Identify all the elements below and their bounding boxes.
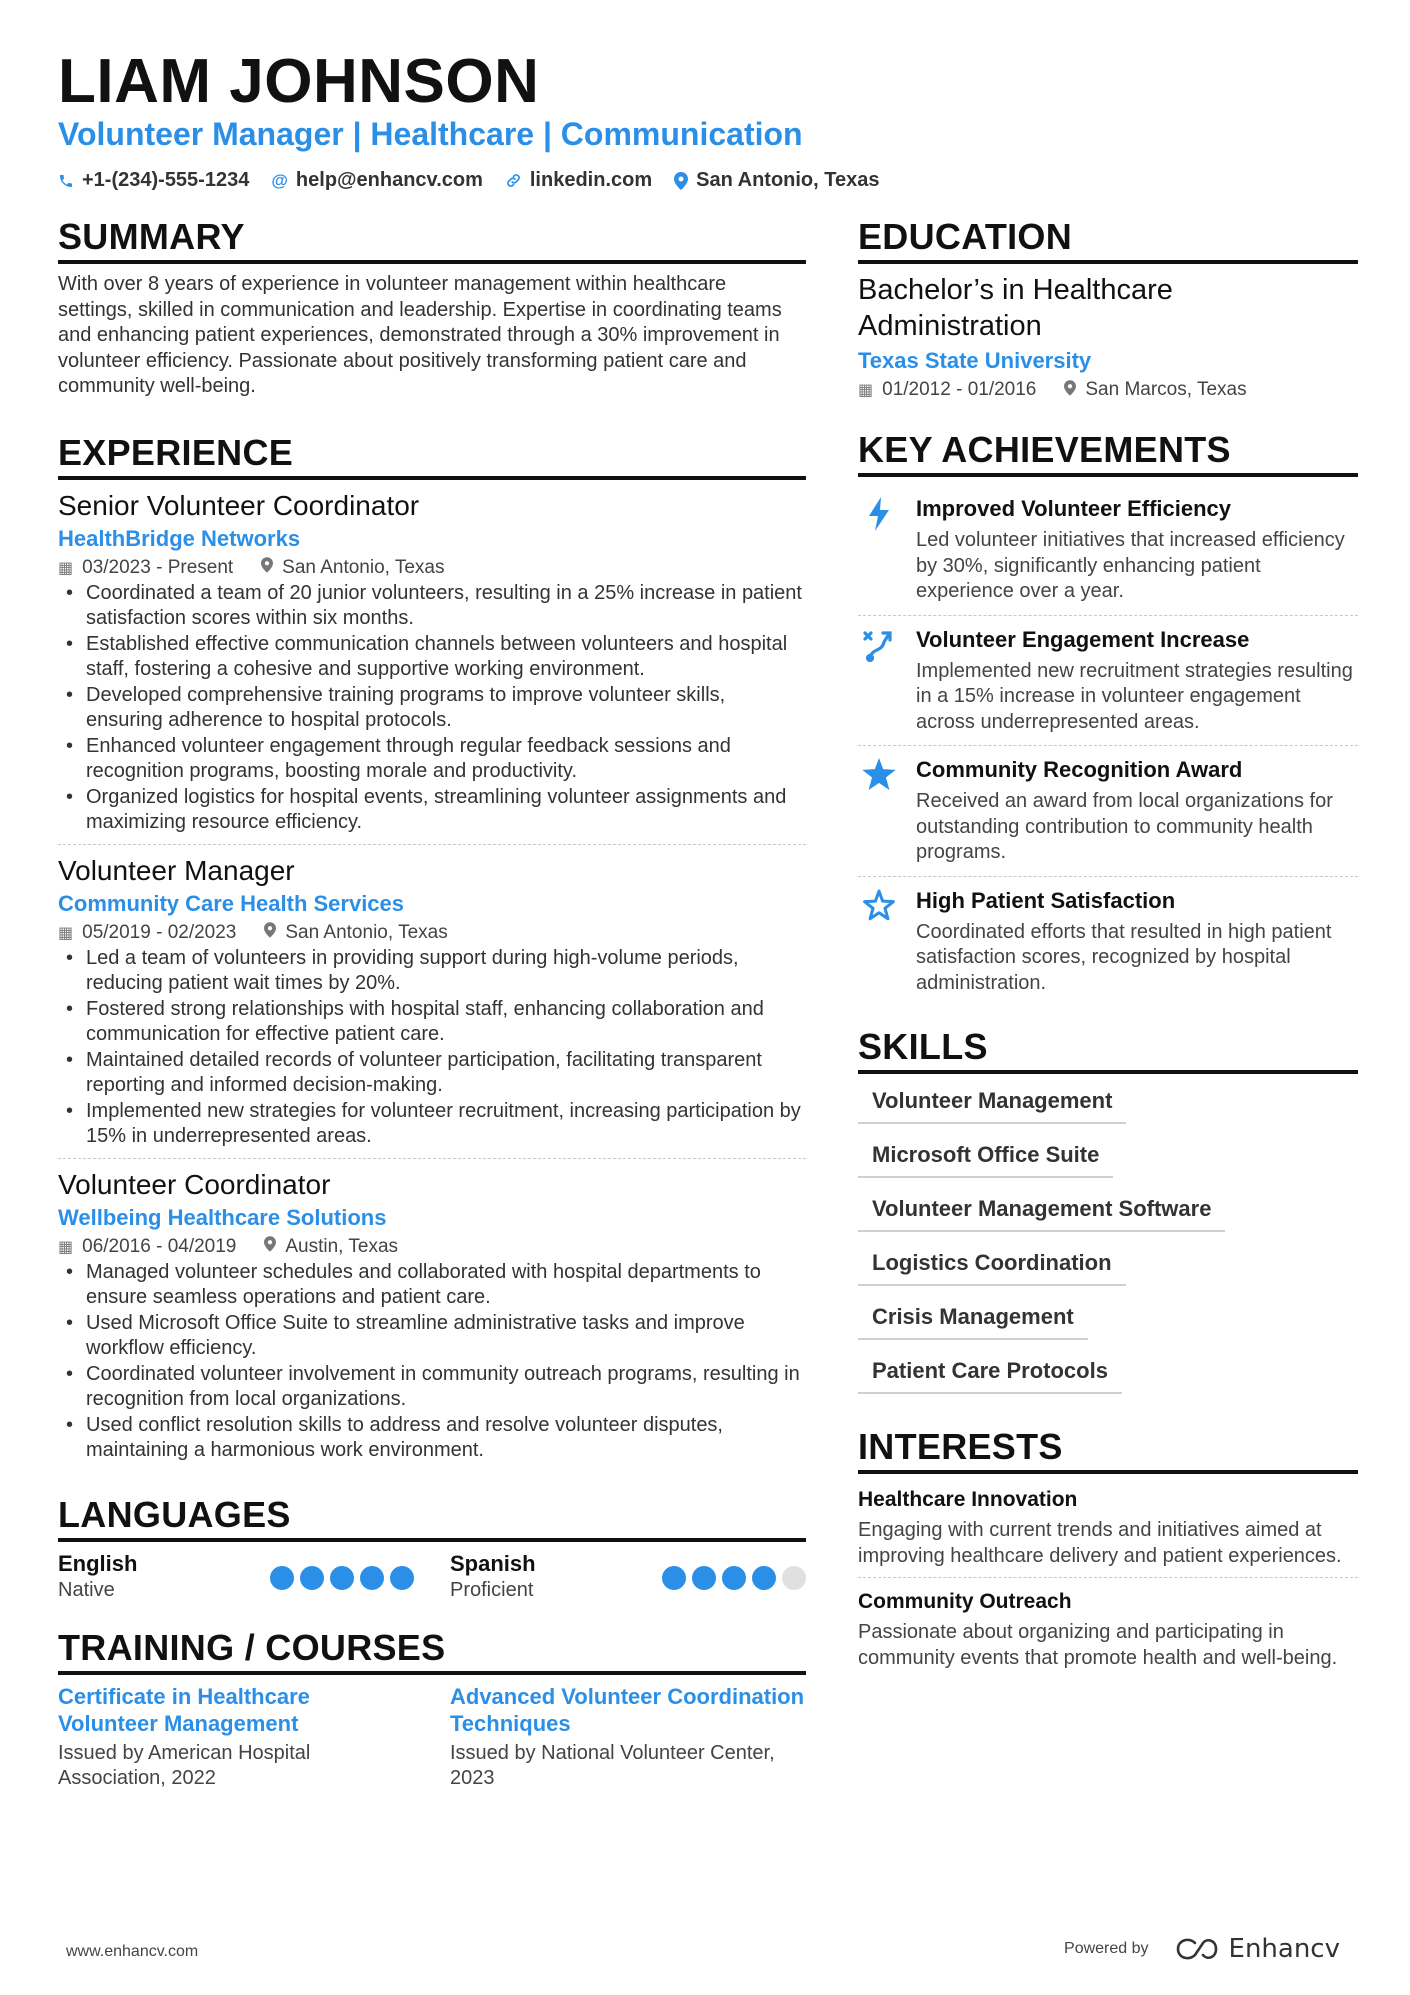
contact-phone[interactable]: [58, 169, 249, 192]
education-section: [858, 216, 1358, 401]
lightning-bolt-icon: [858, 495, 900, 605]
bullet-item: • Developed comprehensive training programs to improve volunteer skills, ensuring adherence to hospital protocols.: [58, 683, 806, 734]
rating-dot-filled: [752, 1566, 776, 1590]
interest-item: [858, 1577, 1358, 1679]
map-pin-icon: [1064, 380, 1076, 401]
bullet-item: • Established effective communication channels between volunteers and hospital staff, fostering a cohesive and supportive working environment.: [58, 632, 806, 683]
training-heading: TRAINING / COURSES: [58, 1627, 806, 1675]
map-pin-icon: [674, 172, 688, 190]
job-location: San Antonio, Texas: [285, 921, 448, 943]
job-bullets: [58, 946, 806, 1150]
phone-text: +1-(234)-555-1234: [82, 169, 250, 191]
enhancv-logo[interactable]: [1175, 1934, 1340, 1964]
rating-dot-filled: [692, 1566, 716, 1590]
achievement-title: High Patient Satisfaction: [916, 887, 1176, 913]
summary-heading: SUMMARY: [58, 216, 806, 264]
course-item: [58, 1683, 414, 1792]
course-item: [450, 1683, 806, 1792]
bullet-item: • Organized logistics for hospital events, streamlining volunteer assignments and maximizing resource efficiency.: [58, 785, 806, 836]
bullet-item: • Used conflict resolution skills to address and resolve volunteer disputes, maintaining a harmonious work environment.: [58, 1413, 806, 1464]
calendar-icon: ▦: [58, 559, 74, 577]
interest-item: [858, 1482, 1358, 1577]
map-pin-icon: [264, 922, 276, 943]
company-name: Wellbeing Healthcare Solutions: [58, 1204, 387, 1230]
job-title: Senior Volunteer Coordinator: [58, 489, 420, 521]
achievement-title: Improved Volunteer Efficiency: [916, 496, 1232, 521]
headline: Volunteer Manager | Healthcare | Communication: [58, 116, 803, 152]
rating-dot-filled: [270, 1566, 294, 1590]
footer-branding: [1064, 1934, 1340, 1964]
bullet-item: • Enhanced volunteer engagement through regular feedback sessions and recognition programs, boosting morale and productivity.: [58, 734, 806, 785]
language-rating: [662, 1566, 806, 1590]
language-name: English: [58, 1550, 138, 1576]
rating-dot-filled: [722, 1566, 746, 1590]
job-location: Austin, Texas: [285, 1235, 399, 1257]
training-section: [58, 1627, 806, 1792]
interests-heading: INTERESTS: [858, 1426, 1358, 1474]
skill-tag: Patient Care Protocols: [858, 1352, 1122, 1394]
summary-text: With over 8 years of experience in volunteer management within healthcare settings, skilled in communication and leadership. Expertise in coordinating teams and enhancing patient experiences, demonstrated through a 30% improvement in volunteer efficiency. Passionate about positively transforming patient care and community well-being.: [58, 273, 782, 397]
achievement-desc: Implemented new recruitment strategies resulting in a 15% increase in volunteer engagement across underrepresented areas.: [916, 659, 1353, 733]
skill-tag: Logistics Coordination: [858, 1244, 1126, 1286]
achievement-desc: Led volunteer initiatives that increased efficiency by 30%, significantly enhancing patient experience over a year.: [916, 529, 1345, 602]
language-name: Spanish: [450, 1550, 536, 1576]
email-text: help@enhancv.com: [295, 169, 483, 191]
languages-list: [58, 1550, 806, 1603]
right-column: [858, 216, 1358, 1679]
language-item: [58, 1550, 414, 1603]
language-rating: [270, 1566, 414, 1590]
calendar-icon: ▦: [858, 382, 874, 399]
degree: Bachelor’s in Healthcare Administration: [858, 274, 1173, 342]
rating-dot-filled: [662, 1566, 686, 1590]
courses-list: [58, 1683, 806, 1792]
school-name: Texas State University: [858, 348, 1092, 373]
job-entry: [58, 844, 806, 1158]
linkedin-text: linkedin.com: [529, 169, 653, 191]
achievement-item: [858, 745, 1358, 876]
job-meta: [58, 557, 806, 579]
achievement-item: [858, 615, 1358, 746]
contact-email[interactable]: [271, 169, 483, 192]
map-pin-icon: [261, 557, 273, 578]
job-meta: [58, 1236, 806, 1258]
skills-section: [858, 1026, 1358, 1394]
rating-dot-filled: [330, 1566, 354, 1590]
map-pin-icon: [264, 1236, 276, 1257]
bullet-item: • Fostered strong relationships with hospital staff, enhancing collaboration and communication for effective patient care.: [58, 997, 806, 1048]
contact-linkedin[interactable]: [505, 169, 652, 192]
rating-dot-empty: [782, 1566, 806, 1590]
education-location: San Marcos, Texas: [1085, 379, 1247, 400]
route-icon: [858, 626, 900, 736]
skill-tag: Volunteer Management: [858, 1082, 1126, 1124]
bullet-item: • Coordinated a team of 20 junior volunteers, resulting in a 25% increase in patient satisfaction scores within six months.: [58, 581, 806, 632]
languages-section: [58, 1494, 806, 1603]
job-entry: [58, 1158, 806, 1472]
brand-name: Enhancv: [1228, 1934, 1340, 1964]
phone-icon: [58, 173, 74, 189]
education-heading: EDUCATION: [858, 216, 1358, 264]
language-level: Proficient: [450, 1578, 534, 1601]
achievements-heading: KEY ACHIEVEMENTS: [858, 429, 1358, 477]
left-column: [58, 216, 806, 1792]
job-dates: 06/2016 - 04/2019: [82, 1235, 237, 1257]
achievement-item: [858, 485, 1358, 615]
company-name: HealthBridge Networks: [58, 525, 301, 551]
job-meta: [58, 922, 806, 944]
skill-tag: Volunteer Management Software: [858, 1190, 1225, 1232]
bullet-item: • Managed volunteer schedules and collaborated with hospital departments to ensure seamless operations and patient care.: [58, 1260, 806, 1311]
course-desc: Issued by National Volunteer Center, 2023: [450, 1741, 775, 1789]
skills-list: [858, 1082, 1358, 1394]
link-icon: [505, 172, 522, 189]
interests-section: [858, 1426, 1358, 1679]
education-dates: 01/2012 - 01/2016: [882, 379, 1037, 400]
enhancv-logo-icon: [1175, 1937, 1219, 1961]
skills-heading: SKILLS: [858, 1026, 1358, 1074]
contact-location: [674, 169, 879, 192]
language-level: Native: [58, 1578, 115, 1601]
interest-title: Healthcare Innovation: [858, 1488, 1078, 1511]
job-location: San Antonio, Texas: [282, 556, 445, 578]
experience-heading: EXPERIENCE: [58, 432, 806, 480]
achievement-title: Volunteer Engagement Increase: [916, 626, 1250, 652]
at-sign-icon: @: [271, 170, 288, 190]
star-filled-icon: [858, 756, 900, 866]
interest-title: Community Outreach: [858, 1590, 1072, 1613]
course-title: Certificate in Healthcare Volunteer Management: [58, 1683, 310, 1736]
star-outline-icon: [858, 887, 900, 997]
rating-dot-filled: [300, 1566, 324, 1590]
skill-tag: Crisis Management: [858, 1298, 1088, 1340]
skill-tag: Microsoft Office Suite: [858, 1136, 1113, 1178]
bullet-item: • Maintained detailed records of volunteer participation, facilitating transparent reporting and informed decision-making.: [58, 1048, 806, 1099]
job-dates: 03/2023 - Present: [82, 556, 234, 578]
job-dates: 05/2019 - 02/2023: [82, 921, 237, 943]
job-title: Volunteer Coordinator: [58, 1168, 331, 1200]
job-bullets: [58, 1260, 806, 1464]
course-title: Advanced Volunteer Coordination Techniques: [450, 1683, 805, 1736]
calendar-icon: ▦: [58, 1238, 74, 1256]
job-entry: [58, 488, 806, 844]
achievement-desc: Coordinated efforts that resulted in high patient satisfaction scores, recognized by hospital administration.: [916, 920, 1332, 994]
footer-website[interactable]: www.enhancv.com: [66, 1943, 199, 1960]
bullet-item: • Led a team of volunteers in providing support during high-volume periods, reducing patient wait times by 20%.: [58, 946, 806, 997]
candidate-name: LIAM JOHNSON: [58, 47, 540, 116]
bullet-item: • Implemented new strategies for volunteer recruitment, increasing participation by 15% in underrepresented areas.: [58, 1099, 806, 1150]
job-title: Volunteer Manager: [58, 854, 295, 886]
languages-heading: LANGUAGES: [58, 1494, 806, 1542]
experience-section: [58, 432, 806, 1472]
rating-dot-filled: [390, 1566, 414, 1590]
achievement-title: Community Recognition Award: [916, 757, 1243, 782]
achievement-item: [858, 876, 1358, 1007]
location-text: San Antonio, Texas: [696, 169, 880, 191]
bullet-item: • Coordinated volunteer involvement in community outreach programs, resulting in recognition from local organizations.: [58, 1362, 806, 1413]
interest-desc: Passionate about organizing and participating in community events that promote health and well-being.: [858, 1621, 1338, 1669]
achievements-section: [858, 429, 1358, 1006]
education-meta: [858, 379, 1358, 401]
achievement-desc: Received an award from local organizations for outstanding contribution to community health programs.: [916, 790, 1333, 863]
bullet-item: • Used Microsoft Office Suite to streamline administrative tasks and improve workflow efficiency.: [58, 1311, 806, 1362]
powered-by-label: Powered by: [1064, 1940, 1149, 1957]
contact-bar: [58, 169, 879, 192]
calendar-icon: ▦: [58, 924, 74, 942]
language-item: [450, 1550, 806, 1603]
rating-dot-filled: [360, 1566, 384, 1590]
summary-section: [58, 216, 806, 400]
company-name: Community Care Health Services: [58, 890, 405, 916]
course-desc: Issued by American Hospital Association, 2022: [58, 1741, 311, 1789]
interest-desc: Engaging with current trends and initiatives aimed at improving healthcare delivery and patient experiences.: [858, 1519, 1342, 1567]
job-bullets: [58, 581, 806, 836]
